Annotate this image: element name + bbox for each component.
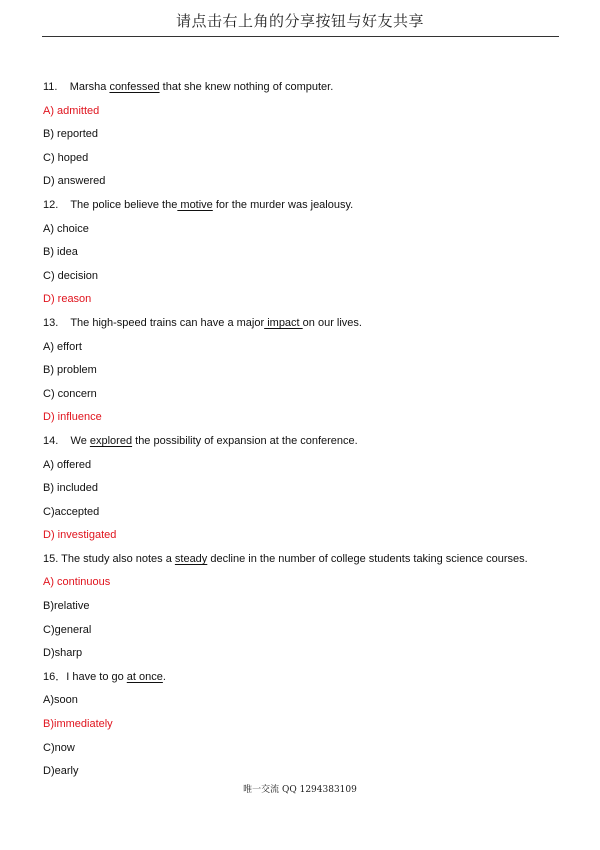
question-prompt: [43, 669, 563, 693]
option-b: B) idea: [43, 246, 78, 259]
question-14: [43, 433, 563, 551]
prompt-text-after: the possibility of expansion at the conference.: [132, 434, 358, 447]
question-16: [43, 669, 563, 787]
option-c: C)general: [43, 623, 92, 636]
underlined-keyword: explored: [89, 434, 133, 447]
header-divider: [42, 36, 559, 37]
option-a: A)soon: [43, 694, 78, 707]
prompt-text-after: for the murder was jealousy.: [212, 198, 354, 211]
option-a: A) continuous: [43, 576, 111, 589]
question-11: [43, 79, 563, 197]
question-prompt: [43, 315, 563, 339]
option-a: A) admitted: [43, 104, 100, 117]
option-b: B)immediately: [43, 718, 113, 731]
underlined-keyword: motive: [177, 198, 213, 211]
option-a: A) effort: [43, 340, 82, 353]
page-footer: 唯一交流 QQ 1294383109: [243, 785, 357, 795]
underlined-keyword: confessed: [109, 81, 160, 93]
option-c: C)accepted: [43, 505, 100, 518]
option-d: D) investigated: [43, 529, 117, 542]
question-12: [43, 197, 563, 315]
page-header: 请点击右上角的分享按钮与好友共享: [175, 12, 424, 30]
option-b: B)relative: [43, 600, 90, 613]
option-d: D)sharp: [43, 647, 83, 660]
option-d: D) answered: [43, 175, 106, 188]
option-b: B) included: [43, 482, 99, 495]
question-prompt: [43, 551, 563, 575]
prompt-text-before: 11. Marsha: [43, 81, 110, 93]
option-d: D) influence: [43, 411, 102, 424]
question-prompt: [43, 197, 563, 221]
prompt-text-before: 12. The police believe the: [43, 198, 178, 211]
prompt-text-before: 15. The study also notes a: [43, 552, 175, 565]
question-prompt: [43, 433, 563, 457]
underlined-keyword: at once: [126, 670, 163, 683]
question-13: [43, 315, 563, 433]
prompt-text-after: that she knew nothing of computer.: [159, 81, 334, 93]
prompt-text-before: 13. The high-speed trains can have a major: [43, 316, 265, 329]
option-b: B) problem: [43, 364, 97, 377]
underlined-keyword: impact: [264, 316, 303, 329]
option-a: A) offered: [43, 458, 92, 471]
option-a: A) choice: [43, 222, 89, 235]
question-prompt: [43, 79, 563, 103]
prompt-text-after: decline in the number of college students taking science courses.: [207, 552, 528, 565]
option-c: C) decision: [43, 269, 99, 282]
option-d: D) reason: [43, 293, 92, 306]
option-d: D)early: [43, 765, 79, 778]
question-list: [43, 79, 563, 787]
question-15: [43, 551, 563, 669]
option-b: B) reported: [43, 128, 99, 141]
option-c: C)now: [43, 741, 75, 754]
prompt-text-before: 14. We: [43, 434, 90, 447]
prompt-text-after: on our lives.: [302, 316, 362, 329]
option-c: C) hoped: [43, 151, 89, 164]
prompt-text-before: 16．I have to go: [43, 670, 127, 683]
prompt-text-after: .: [162, 670, 166, 683]
underlined-keyword: steady: [174, 552, 208, 565]
option-c: C) concern: [43, 387, 97, 400]
